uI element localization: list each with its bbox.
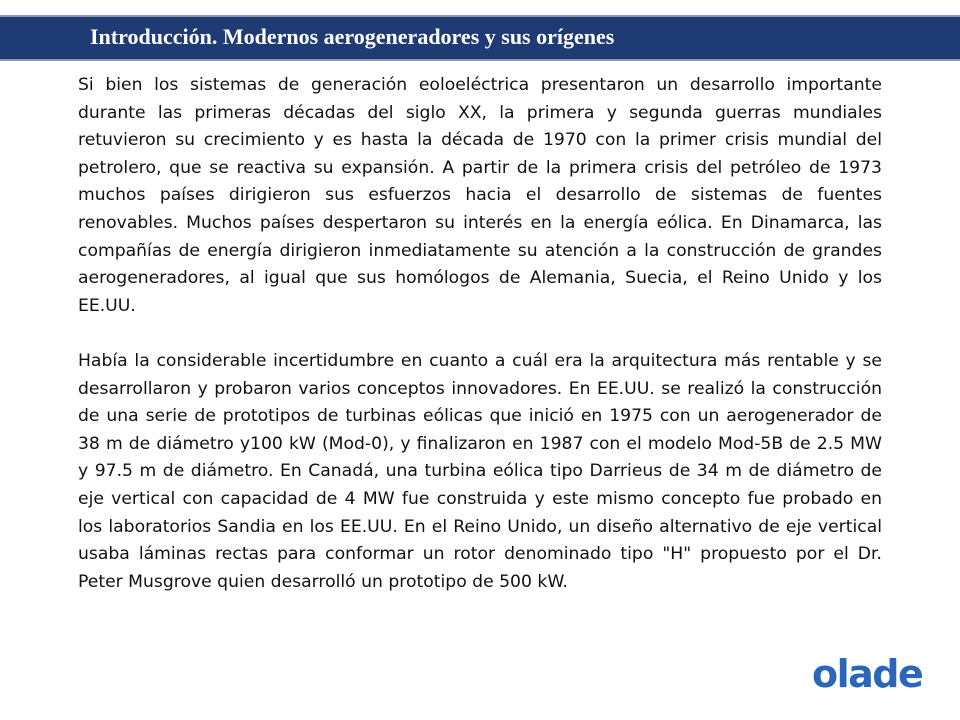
- slide-content: [78, 72, 882, 596]
- paragraph-2: Había la considerable incertidumbre en cuanto a cuál era la arquitectura más rentable y se desarrollaron y probaron varios conceptos innovadores. En EE.UU. se realizó la construcción de una serie de prototipos de turbinas eólicas que inició en 1975 con un aerogenerador de 38 m de diámetro y100 kW (Mod-0), y finalizaron en 1987 con el modelo Mod-5B de 2.5 MW y 97.5 m de diámetro. En Canadá, una turbina eólica tipo Darrieus de 34 m de diámetro de eje vertical con capacidad de 4 MW fue construida y este mismo concepto fue probado en los laboratorios Sandia en los EE.UU. En el Reino Unido, un diseño alternativo de eje vertical usaba láminas rectas para conformar un rotor denominado tipo "H" propuesto por el Dr. Peter Musgrove quien desarrolló un prototipo de 500 kW.: [78, 350, 882, 592]
- title-bar: [0, 15, 960, 61]
- olade-logo: [812, 652, 924, 696]
- olade-logo-text: olade: [812, 652, 923, 696]
- slide-title: Introducción. Modernos aerogeneradores y sus orígenes: [90, 24, 615, 49]
- paragraph-1: Si bien los sistemas de generación eoloeléctrica presentaron un desarrollo importante durante las primeras décadas del siglo XX, la primera y segunda guerras mundiales retuvieron su crecimiento y es hasta la década de 1970 con la primer crisis mundial del petrolero, que se reactiva su expansión. A partir de la primera crisis del petróleo de 1973 muchos países dirigieron sus esfuerzos hacia el desarrollo de sistemas de fuentes renovables. Muchos países despertaron su interés en la energía eólica. En Dinamarca, las compañías de energía dirigieron inmediatamente su atención a la construcción de grandes aerogeneradores, al igual que sus homólogos de Alemania, Suecia, el Reino Unido y los EE.UU.: [78, 75, 882, 316]
